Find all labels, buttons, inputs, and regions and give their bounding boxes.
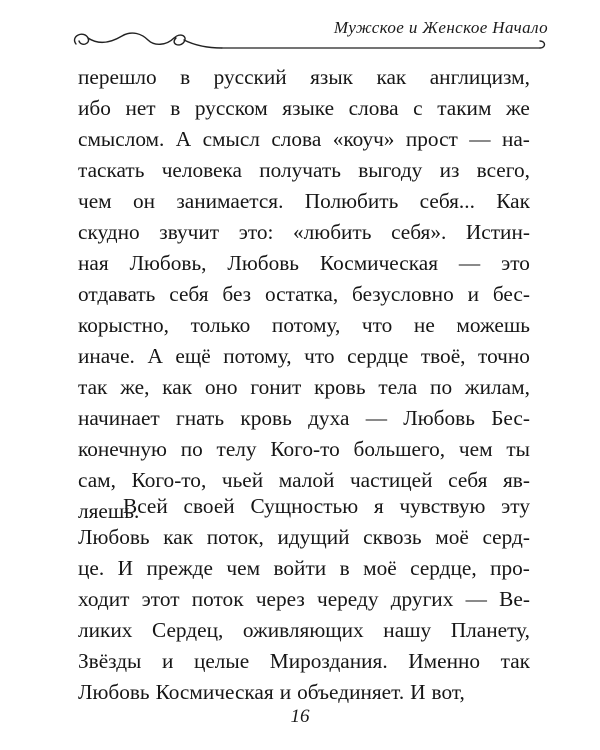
text-line: корыстно, только потому, что не можешь xyxy=(78,313,530,337)
text-line: иначе. А ещё потому, что сердце твоё, точно xyxy=(78,344,530,368)
text-line: ходит этот поток через череду других — Ве- xyxy=(78,587,530,611)
text-line: конечную по телу Кого-то большего, чем ты xyxy=(78,437,530,461)
text-line: Всей своей Сущностью я чувствую эту xyxy=(123,494,530,518)
text-line: смыслом. А смысл слова «коуч» прост — на- xyxy=(78,127,530,151)
text-line: перешло в русский язык как англицизм, xyxy=(78,65,530,89)
text-line: ликих Сердец, оживляющих нашу Планету, xyxy=(78,618,530,642)
text-line: ная Любовь, Любовь Космическая — это xyxy=(78,251,530,275)
text-line: Любовь как поток, идущий сквозь моё серд- xyxy=(78,525,530,549)
text-line: ибо нет в русском языке слова с таким же xyxy=(78,96,530,120)
text-line: скудно звучит это: «любить себя». Истин- xyxy=(78,220,530,244)
text-line: начинает гнать кровь духа — Любовь Бес- xyxy=(78,406,530,430)
text-line: так же, как оно гонит кровь тела по жилам, xyxy=(78,375,530,399)
text-line: Любовь Космическая и объединяет. И вот, xyxy=(78,680,465,704)
running-title: Мужское и Женское Начало xyxy=(333,18,548,37)
page-number: 16 xyxy=(290,706,310,727)
text-line: ляешь. xyxy=(78,499,140,523)
paragraph-1 xyxy=(78,62,530,527)
text-line: отдавать себя без остатка, безусловно и бес- xyxy=(78,282,530,306)
text-line: сам, Кого-то, чьей малой частицей себя яв- xyxy=(78,468,530,492)
text-line: чем он занимается. Полюбить себя... Как xyxy=(78,189,530,213)
text-line: Звёзды и целые Мироздания. Именно так xyxy=(78,649,530,673)
text-line: таскать человека получать выгоду из всего, xyxy=(78,158,530,182)
running-header xyxy=(70,10,548,58)
text-line: це. И прежде чем войти в моё сердце, про- xyxy=(78,556,530,580)
paragraph-2 xyxy=(78,491,530,708)
